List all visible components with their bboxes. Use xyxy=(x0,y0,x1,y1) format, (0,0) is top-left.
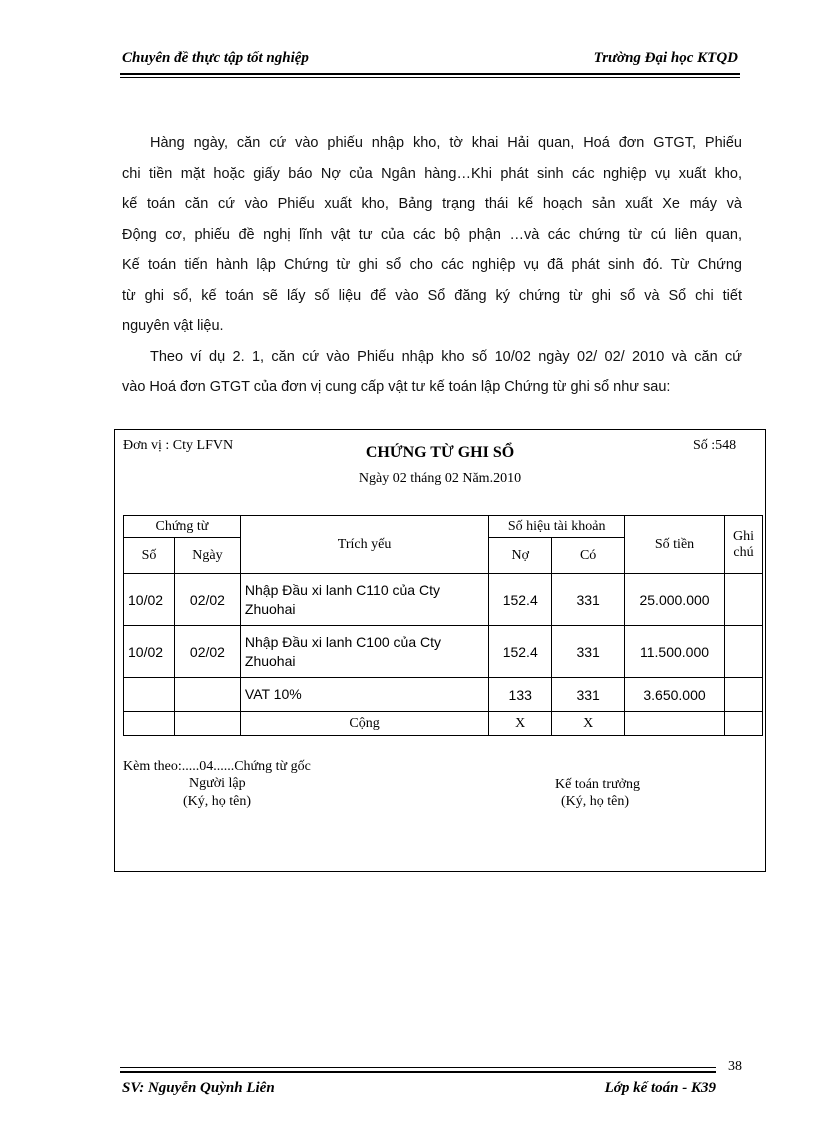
voucher-number: Số :548 xyxy=(693,438,737,453)
cell-co: 331 xyxy=(552,678,625,712)
cell-empty xyxy=(124,712,175,736)
cell-ngay: 02/02 xyxy=(174,626,240,678)
voucher-date: Ngày 02 tháng 02 Năm.2010 xyxy=(358,471,522,486)
cell-empty xyxy=(174,712,240,736)
cell-so-tien: 25.000.000 xyxy=(625,574,725,626)
cell-ghi-chu xyxy=(724,626,762,678)
attachment-note: Kèm theo:.....04......Chứng từ gốc xyxy=(123,759,311,774)
cell-trich-yeu: VAT 10% xyxy=(240,678,488,712)
cell-ngay: 02/02 xyxy=(174,574,240,626)
cell-so-tien: 11.500.000 xyxy=(625,626,725,678)
header-so: Số xyxy=(124,538,175,574)
total-co: X xyxy=(552,712,625,736)
cell-so-tien: 3.650.000 xyxy=(625,678,725,712)
header-co: Có xyxy=(552,538,625,574)
cell-ghi-chu xyxy=(724,574,762,626)
header-rule xyxy=(120,73,740,75)
cell-empty xyxy=(724,712,762,736)
cell-trich-yeu: Nhập Đầu xi lanh C110 của Cty Zhuohai xyxy=(240,574,488,626)
header-chung-tu: Chứng từ xyxy=(124,516,241,538)
cell-trich-yeu: Nhập Đầu xi lanh C100 của Cty Zhuohai xyxy=(240,626,488,678)
cell-co: 331 xyxy=(552,626,625,678)
body-text xyxy=(122,128,742,403)
cell-so: 10/02 xyxy=(124,574,175,626)
total-row xyxy=(124,712,763,736)
footer-rule-thin xyxy=(120,1067,716,1068)
cell-ngay xyxy=(174,678,240,712)
total-label: Cộng xyxy=(240,712,488,736)
paragraph-line: chi tiền mặt hoặc giấy báo Nợ của Ngân hàng…Khi phát sinh các nghiệp vụ xuất kho, xyxy=(122,165,742,182)
paragraph-line: kế toán căn cứ vào Phiếu xuất kho, Bảng trạng thái kế hoạch sản xuất Xe máy và xyxy=(122,196,742,212)
header-ngay: Ngày xyxy=(174,538,240,574)
header-university: Trường Đại học KTQD xyxy=(593,50,738,66)
cell-no: 152.4 xyxy=(489,626,552,678)
header-no: Nợ xyxy=(489,538,552,574)
voucher-title: CHỨNG TỪ GHI SỔ xyxy=(365,444,515,461)
paragraph-line: vào Hoá đơn GTGT của đơn vị cung cấp vật tư kế toán lập Chứng từ ghi sổ như sau: xyxy=(122,379,671,395)
chief-accountant-sign: (Ký, họ tên) xyxy=(561,794,630,809)
cell-ghi-chu xyxy=(724,678,762,712)
paragraph-line: Theo ví dụ 2. 1, căn cứ vào Phiếu nhập kho số 10/02 ngày 02/ 02/ 2010 và căn cứ xyxy=(150,348,742,365)
header-ghi-chu: Ghi chú xyxy=(724,516,762,574)
cell-co: 331 xyxy=(552,574,625,626)
paragraph-line: Động cơ, phiếu đề nghị lĩnh vật tư của các bộ phận …và các chứng từ cú liên quan, xyxy=(122,226,742,243)
general-ledger-voucher xyxy=(114,429,766,872)
page-footer xyxy=(120,1059,742,1102)
table-row xyxy=(124,678,763,712)
footer-rule xyxy=(120,1071,716,1073)
paragraph-line: nguyên vật liệu. xyxy=(122,318,224,334)
paragraph-line: Kế toán tiến hành lập Chứng từ ghi sổ cho các nghiệp vụ đã phát sinh đó. Từ Chứng xyxy=(122,257,742,273)
paragraph-line: từ ghi sổ, kế toán sẽ lấy số liệu để vào Sổ đăng ký chứng từ ghi sổ và Sổ chi tiết xyxy=(122,287,742,304)
cell-so xyxy=(124,678,175,712)
page-number: 38 xyxy=(728,1059,742,1074)
header-so-hieu-tk: Số hiệu tài khoản xyxy=(489,516,625,538)
footer-class-name: Lớp kế toán - K39 xyxy=(604,1080,716,1096)
cell-no: 152.4 xyxy=(489,574,552,626)
header-so-tien: Số tiền xyxy=(625,516,725,574)
table-row xyxy=(124,574,763,626)
cell-no: 133 xyxy=(489,678,552,712)
header-rule-thin xyxy=(120,77,740,78)
header-trich-yeu: Trích yếu xyxy=(240,516,488,574)
cell-empty xyxy=(625,712,725,736)
voucher-unit: Đơn vị : Cty LFVN xyxy=(123,438,234,453)
footer-student-name: SV: Nguyễn Quỳnh Liên xyxy=(122,1080,275,1096)
table-row xyxy=(124,626,763,678)
chief-accountant-label: Kế toán trưởng xyxy=(555,777,640,792)
preparer-sign: (Ký, họ tên) xyxy=(183,794,252,809)
header-thesis-title: Chuyên đề thực tập tốt nghiệp xyxy=(122,50,309,66)
cell-so: 10/02 xyxy=(124,626,175,678)
total-no: X xyxy=(489,712,552,736)
preparer-label: Người lập xyxy=(189,776,246,791)
paragraph-line: Hàng ngày, căn cứ vào phiếu nhập kho, tờ khai Hải quan, Hoá đơn GTGT, Phiếu xyxy=(150,135,742,151)
page-header xyxy=(120,48,740,76)
voucher-table xyxy=(123,515,763,736)
